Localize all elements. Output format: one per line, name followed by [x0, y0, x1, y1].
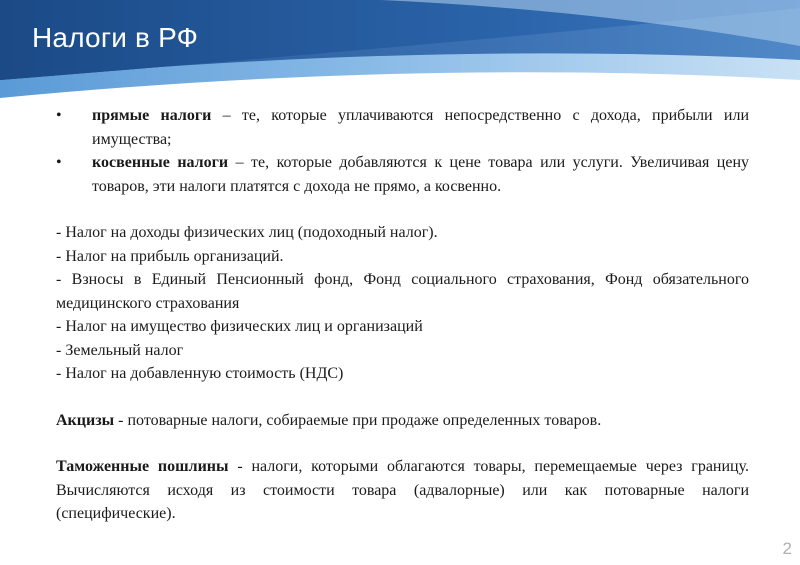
bullet-term: прямые налоги — [92, 107, 212, 124]
bullet-text: – те, которые уплачиваются непосредственно с дохода, прибыли или имущества; — [92, 107, 750, 148]
tax-list-item: - Налог на прибыль организаций. — [56, 247, 284, 265]
bullet-term: косвенные налоги — [92, 154, 229, 171]
slide-content — [56, 104, 749, 526]
excise-term: Акцизы — [56, 411, 115, 429]
bullet-direct-taxes — [56, 104, 749, 151]
customs-term: Таможенные пошлины — [56, 458, 229, 475]
bullet-marker: • — [56, 107, 62, 124]
bullet-indirect-taxes — [56, 151, 749, 198]
tax-list-item: - Земельный налог — [56, 341, 184, 359]
tax-list-item: - Налог на доходы физических лиц (подоходный налог). — [56, 224, 438, 241]
spacer — [56, 386, 749, 409]
bullet-marker: • — [56, 154, 62, 171]
tax-list-item: - Налог на имущество физических лиц и организаций — [56, 318, 423, 335]
bullet-text: – те, которые добавляются к цене товара или услуги. Увеличивая цену товаров, эти налоги платятся с дохода не прямо, а косвенно. — [92, 154, 750, 195]
customs-text: - налоги, которыми облагаются товары, перемещаемые через границу. Вычисляются исходя из стоимости товара (адвалорные) или как потоварные налоги (специфические). — [56, 458, 750, 522]
slide-title: Налоги в РФ — [32, 22, 199, 53]
excise-paragraph — [56, 409, 749, 433]
customs-paragraph — [56, 455, 749, 526]
tax-list-item: - Взносы в Единый Пенсионный фонд, Фонд социального страхования, Фонд обязательного медицинского страхования — [56, 271, 749, 312]
excise-text: - потоварные налоги, собираемые при продаже определенных товаров. — [114, 411, 602, 429]
spacer — [56, 432, 749, 455]
spacer — [56, 198, 749, 221]
tax-list-item: - Налог на добавленную стоимость (НДС) — [56, 365, 344, 382]
page-number: 2 — [782, 539, 792, 558]
